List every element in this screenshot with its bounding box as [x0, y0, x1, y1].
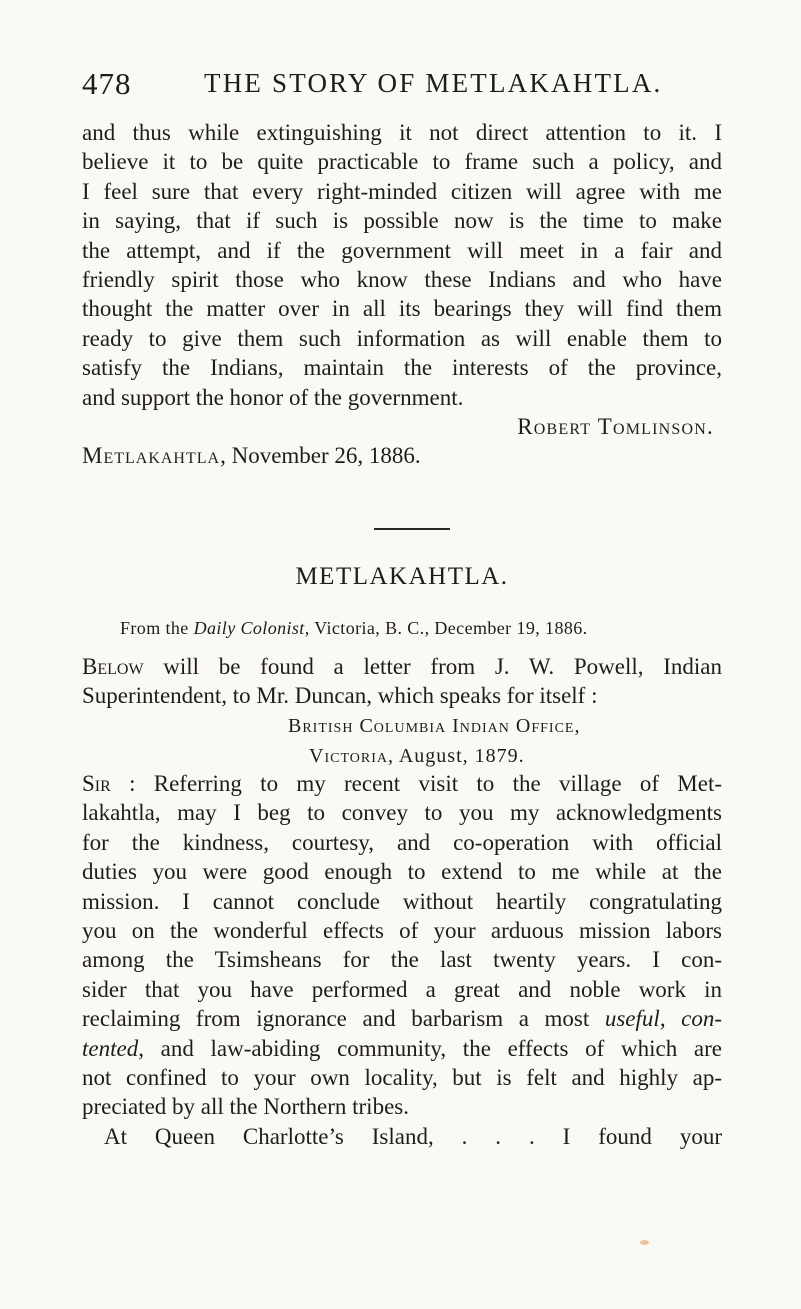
place-date: [82, 441, 722, 470]
signature: Robert Tomlinson.: [517, 413, 714, 439]
text-line: the attempt, and if the government will meet in a fair and: [82, 237, 722, 263]
intro-paragraph: [82, 652, 722, 711]
text-line: duties you were good enough to extend to me while at the: [82, 859, 722, 885]
text-line: among the Tsimsheans for the last twenty years. I con-: [82, 947, 722, 973]
section-heading: METLAKAHTLA.: [295, 563, 509, 590]
text-line: preciated by all the Northern tribes.: [82, 1094, 409, 1120]
text-line: [82, 1034, 722, 1063]
letter-body: [82, 769, 722, 1151]
source-prefix: From the: [120, 618, 194, 638]
text-span: will be found a letter from J. W. Powell, Indian: [143, 654, 722, 679]
place-name: Metlakahtla: [82, 443, 221, 469]
text-line: for the kindness, courtesy, and co-operation with official: [82, 829, 722, 855]
text-span: , and law-abiding community, the effects of which are: [138, 1035, 722, 1061]
text-line: believe it to be quite practicable to frame such a policy, and: [82, 149, 722, 175]
text-line: [82, 769, 722, 798]
paragraph-closing: [82, 118, 722, 471]
text-line: in saying, that if such is possible now is the time to make: [82, 208, 722, 234]
text-line: not confined to your own locality, but is felt and highly ap-: [82, 1064, 722, 1090]
source-suffix: , Victoria, B. C., December 19, 1886.: [304, 618, 588, 638]
text-line: and support the honor of the government.: [82, 384, 464, 410]
text-line: and thus while extinguishing it not direct attention to it. I: [82, 120, 722, 145]
text-line: I feel sure that every right-minded citizen will agree with me: [82, 178, 722, 204]
letter-address: [82, 711, 722, 771]
text-line: sider that you have performed a great and noble work in: [82, 976, 722, 1002]
running-head: [82, 66, 722, 106]
first-word: Below: [82, 654, 144, 679]
address-date: , August, 1879.: [387, 745, 525, 767]
text-line: ready to give them such information as will enable them to: [82, 325, 722, 351]
text-line: [82, 652, 722, 681]
text-line: satisfy the Indians, maintain the interests of the province,: [82, 355, 722, 381]
text-line: mission. I cannot conclude without heartily congratulating: [82, 888, 722, 914]
text-line: you on the wonderful effects of your arduous mission labors: [82, 917, 722, 943]
italic-word: useful: [604, 1006, 660, 1032]
text-span: reclaiming from ignorance and barbarism a most: [82, 1006, 605, 1032]
section-divider: [374, 528, 450, 530]
text-line: Superintendent, to Mr. Duncan, which speaks for itself :: [82, 683, 598, 709]
address-place: Victoria: [309, 745, 388, 767]
address-line: [82, 741, 722, 771]
address-line: British Columbia Indian Office,: [288, 715, 581, 737]
text-line: thought the matter over in all its bearings they will find them: [82, 296, 722, 322]
italic-word: tented: [82, 1035, 139, 1061]
text-line: [82, 1004, 722, 1033]
text-line: lakahtla, may I beg to convey to you my acknowledgments: [82, 800, 722, 826]
text-span: ,: [659, 1006, 682, 1032]
italic-word: con-: [681, 1006, 723, 1032]
page-number: 478: [82, 66, 132, 101]
text-line: friendly spirit those who know these Indians and who have: [82, 266, 722, 292]
salutation: Sir: [82, 771, 111, 796]
source-line: [120, 618, 710, 639]
text-span: : Referring to my recent visit to the village of Met-: [110, 771, 722, 796]
newspaper-name: Daily Colonist: [193, 618, 305, 638]
running-title: THE STORY OF METLAKAHTLA.: [204, 68, 663, 98]
date-text: , November 26, 1886.: [220, 443, 421, 469]
paper-stain: [640, 1240, 649, 1245]
text-line: At Queen Charlotte’s Island, . . . I found your: [104, 1123, 722, 1149]
